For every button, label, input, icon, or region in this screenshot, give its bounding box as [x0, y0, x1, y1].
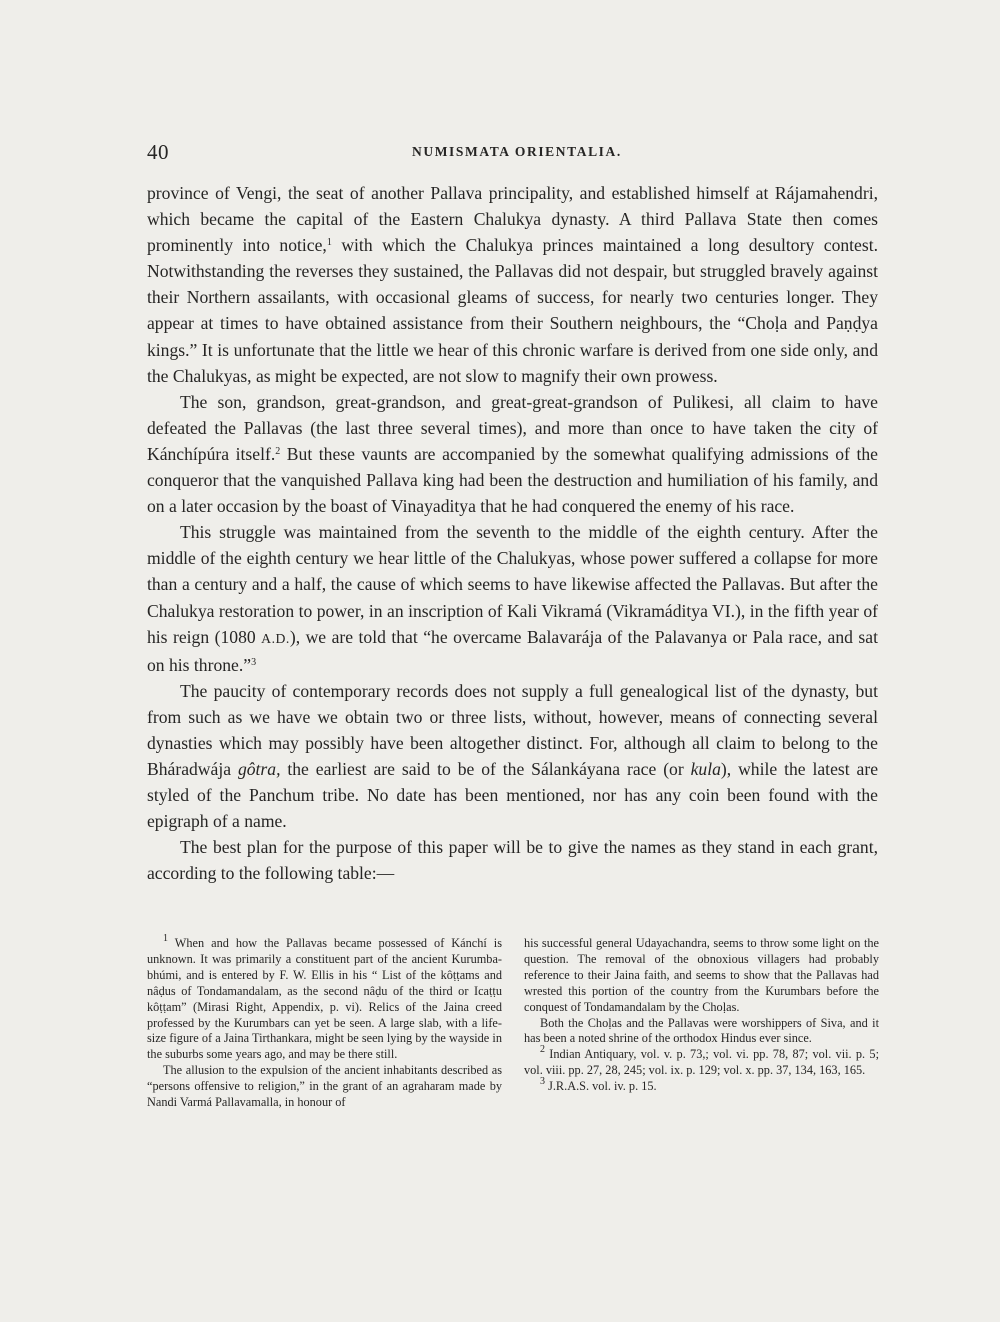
footnote-1-final: Both the Choḷas and the Pallavas were worshippers of Siva, and it has been a noted shrine of the orthodox Hindus ever since. [524, 1015, 879, 1046]
running-head [147, 140, 877, 170]
footnote-1-continued-right: his successful general Udayachandra, seems to throw some light on the question. The removal of the obnoxious villagers had probably reference to their Jaina faith, and seems to show that the Pallavas had wrested this portion of the country from the Kurumbars before the conquest of Tondamandalam by the Choḷas. [524, 936, 879, 1014]
footnote-2: $^2$ Indian Antiquary, vol. v. p. 73,; vol. vi. pp. 78, 87; vol. vii. p. 5; vol. viii. pp. 27, 28, 245; vol. ix. p. 129; vol. x. pp. 37, 134, 163, 165. [524, 1044, 879, 1078]
main-text [147, 180, 878, 887]
footnote-1: $^1$ When and how the Pallavas became possessed of Kánchí is unknown. It was primarily a constituent part of the ancient Kurumba-bhúmi, and is entered by F. W. Ellis in his “ List of the kôṭṭams and nâḍus of Tondamandalam, as the second nâḍu of the third or Icaṭṭu kôṭṭam” (Mirasi Right, Appendix, p. vi). Relics of the Jaina creed professed by the Kurumbars can yet be seen. A large slab, with a life-size figure of a Jaina Tirthankara, might be seen lying by the wayside in the suburbs some years ago, and may be there still. [147, 933, 502, 1062]
footnote-1-continued: The allusion to the expulsion of the ancient inhabitants described as “persons offensive to religion,” in the grant of an agraharam made by Nandi Varmá Pallavamalla, in honour of [147, 1063, 502, 1110]
footnotes-right-column [524, 936, 879, 1095]
footnote-ref-1: 1 [326, 237, 332, 249]
paragraph-5: The best plan for the purpose of this paper will be to give the names as they stand in each grant, according to the following table:— [147, 837, 878, 884]
running-title: NUMISMATA ORIENTALIA. [412, 144, 622, 159]
paragraph-2: The son, grandson, great-grandson, and great-great-grandson of Pulikesi, all claim to have defeated the Pallavas (the last three several times), and more than once to have taken the city of Kánchípúra itself.$^2$ But these vaunts are accompanied by the somewhat qualifying admissions of the conqueror that the vanquished Pallava king had been the destruction and humiliation of his family, and on a later occasion by the boast of Vinayaditya that he had conquered the enemy of his race. [147, 391, 878, 517]
paragraph-1: province of Vengi, the seat of another Pallava principality, and established himself at Rájamahendri, which became the capital of the Eastern Chalukya dynasty. A third Pallava State then comes prominently into notice,$^1$ with which the Chalukya princes maintained a long desultory contest. Notwithstanding the reverses they sustained, the Pallavas did not despair, but struggled bravely against their Northern assailants, with occasional gleams of success, for nearly two centuries longer. They appear at times to have obtained assistance from their Southern neighbours, the “Choḷa and Paṇḍya kings.” It is unfortunate that the little we hear of this chronic warfare is derived from one side only, and the Chalukyas, as might be expected, are not slow to magnify their own prowess. [147, 183, 879, 386]
footnote-ref-3: 3 [251, 656, 257, 668]
page-number: 40 [147, 140, 169, 164]
footnote-ref-2: 2 [275, 445, 281, 457]
paragraph-3: This struggle was maintained from the seventh to the middle of the eighth century. After the middle of the eighth century we hear little of the Chalukyas, whose power suffered a collapse for more than a century and a half, the cause of which seems to have likewise affected the Pallavas. But after the Chalukya restoration to power, in an inscription of Kali Vikramá (Vikramáditya VI.), in the fifth year of his reign (1080 A.D.), we are told that “he overcame Balavarája of the Palavanya or Pala race, and sat on his throne.”$^3$ [147, 522, 878, 675]
footnotes-left-column [147, 933, 502, 1111]
paragraph-4: The paucity of contemporary records does not supply a full genealogical list of the dynasty, but from such as we have we obtain two or three lists, without, however, means of connecting several dynasties which may possibly have been altogether distinct. For, although all claim to belong to the Bháradwája gôtra, the earliest are said to be of the Sálankáyana race (or kula), while the latest are styled of the Panchum tribe. No date has been mentioned, nor has any coin been found with the epigraph of a name. [147, 680, 878, 832]
footnote-3: $^3$ J.R.A.S. vol. iv. p. 15. [540, 1076, 657, 1094]
